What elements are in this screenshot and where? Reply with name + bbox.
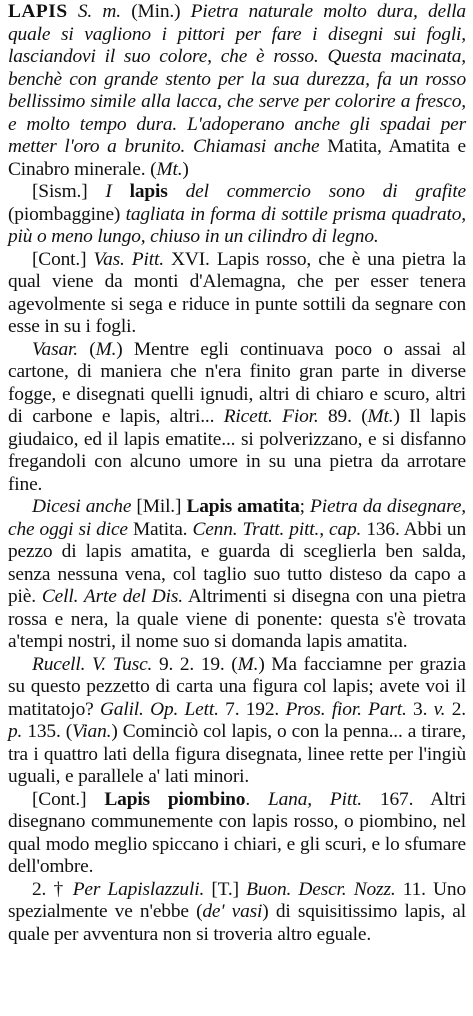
entry-paragraph-rucell [8, 654, 466, 789]
text-segment: [Cont.] [32, 248, 94, 270]
text-segment: 11. Uno spezialmente ve n'ebbe ( [8, 878, 466, 922]
text-segment: Rucell. V. Tusc. [32, 653, 153, 675]
text-segment: Pros. fior. Part. [285, 698, 407, 720]
text-segment: Lapis amatita [186, 496, 300, 517]
text-segment: ) di squisitissimo lapis, al quale per avventura non si troveria altro eguale. [8, 901, 466, 945]
entry-paragraph-dicesi [8, 496, 466, 654]
text-segment: Pietra naturale molto dura, della quale si vagliono i pittori per fare i disegni sui fogli, lasciandovi il suo colore, che è rosso. Questa macinata, benchè con grande stento per la sua durezza, fa un rosso bellissimo simile alla lacca, che serve per colorire a fresco, e molto tempo dura. L'adoperano anche gli spadai per metter l'oro a brunito. Chiamasi anche [8, 1, 466, 157]
text-segment: Matita, Amatita e Cinabro minerale. ( [8, 136, 466, 180]
text-segment: 3. [406, 698, 434, 720]
text-segment: ) Cominciò col lapis, o con la penna... a tirare, tra i quattro lati della figura disegnata, linee rette per l'ingiù uguali, e parallele a' lati minori. [8, 721, 466, 787]
text-segment: Dicesi anche [32, 496, 132, 517]
text-segment: Vian. [72, 721, 112, 742]
text-segment: Lapis piombino [104, 788, 246, 810]
text-segment: 7. 192. [218, 698, 286, 720]
text-segment: 136. Abbi un pezzo di lapis amatita, e guarda di sceglierla ben salda, senza nessuna vena, col taglio suo tutto disteso da capo a piè. [8, 518, 466, 607]
text-segment: [Cont.] [32, 788, 105, 810]
text-segment: Cell. Arte del Dis. [41, 586, 183, 607]
text-segment: Mt. [367, 406, 394, 427]
text-segment: M. [95, 338, 117, 360]
text-segment: p. [8, 721, 23, 742]
text-segment: ; [299, 496, 311, 517]
text-segment: (Min.) [120, 1, 191, 22]
text-segment: S. m. [77, 1, 121, 22]
text-segment: del commercio sono di grafite [167, 181, 467, 202]
text-segment: 167. Altri disegnano communemente con lapis rosso, o piombino, nel qual modo meglio spiccano i chiari, e gli scuri, e lo sfumare dell'ombre. [8, 788, 467, 877]
text-segment: de' vasi [202, 901, 263, 922]
text-segment: ) Il lapis giudaico, ed il lapis ematite... si polverizzano, e si disfanno fregandoli con alcuno umore in su una pietra da arrotare fine. [8, 406, 467, 495]
entry-paragraph-def-1 [8, 1, 466, 181]
text-segment [68, 1, 78, 22]
text-segment: Ricett. Fior. [223, 406, 319, 427]
text-segment: Vas. Pitt. [93, 248, 164, 270]
text-segment: Mt. [156, 158, 183, 180]
text-segment: . [245, 788, 268, 810]
text-segment: lapis [111, 181, 168, 202]
text-segment: (piombaggine) [8, 203, 126, 225]
entry-paragraph-vasar [8, 339, 466, 497]
text-segment: 2. [445, 698, 466, 720]
text-segment: ( [77, 338, 96, 360]
text-segment: XVI. Lapis rosso, che è una pietra la qual viene da monti d'Alemagna, che per esser tenera agevolmente si sega e riduce in punte sottili da segnare con esse in su i fogli. [8, 248, 466, 337]
entry-paragraph-sense-2 [8, 879, 466, 947]
text-segment: Vasar. [32, 338, 78, 360]
text-segment: v. [433, 698, 446, 720]
text-segment: 2. † [32, 878, 73, 900]
entry-paragraph-sism [8, 181, 466, 249]
text-segment: Per Lapislazzuli. [72, 878, 205, 900]
text-segment: LAPIS [8, 1, 68, 22]
text-segment: Buon. Descr. Nozz. [246, 878, 396, 900]
text-segment: M. [237, 653, 259, 675]
text-segment: I [105, 181, 112, 202]
text-segment: Matita. [127, 518, 193, 540]
text-segment: Altrimenti si disegna con una pietra rossa e nera, la quale viene di ponente: questa s'è trovata a'tempi nostri, il nome suo si domanda lapis amatita. [8, 586, 466, 652]
text-segment: [Mil.] [131, 496, 187, 517]
text-segment: 135. ( [22, 721, 73, 742]
entry-paragraph-cont-2 [8, 789, 466, 879]
text-segment: tagliata in forma di sottile prisma quadrato, più o meno lungo, chiuso in un cilindro di legno. [8, 203, 466, 247]
text-segment: ) Ma facciamne per grazia su questo pezzetto di carta una figura col lapis; avete voi il matitatojo? [8, 653, 466, 720]
text-segment: Pietra da disegnare, che oggi si dice [8, 496, 467, 540]
text-segment: Galil. Op. Lett. [99, 698, 219, 720]
text-segment: ) Mentre egli continuava poco o assai al cartone, di maniera che n'era finito gran parte in diverse fogge, e disegnati quelli ignudi, altri di chiaro e scuro, altri di carbone e lapis, altri... [8, 338, 466, 427]
text-segment: 89. ( [318, 406, 368, 427]
text-segment: Lana, Pitt. [268, 788, 363, 810]
text-segment: 9. 2. 19. ( [152, 653, 238, 675]
text-segment: [Sism.] [32, 181, 106, 202]
text-segment: [T.] [204, 878, 247, 900]
entry-paragraph-cont-1 [8, 249, 466, 339]
text-segment: Cenn. Tratt. pitt., cap. [192, 518, 362, 540]
text-segment: ) [182, 158, 189, 180]
